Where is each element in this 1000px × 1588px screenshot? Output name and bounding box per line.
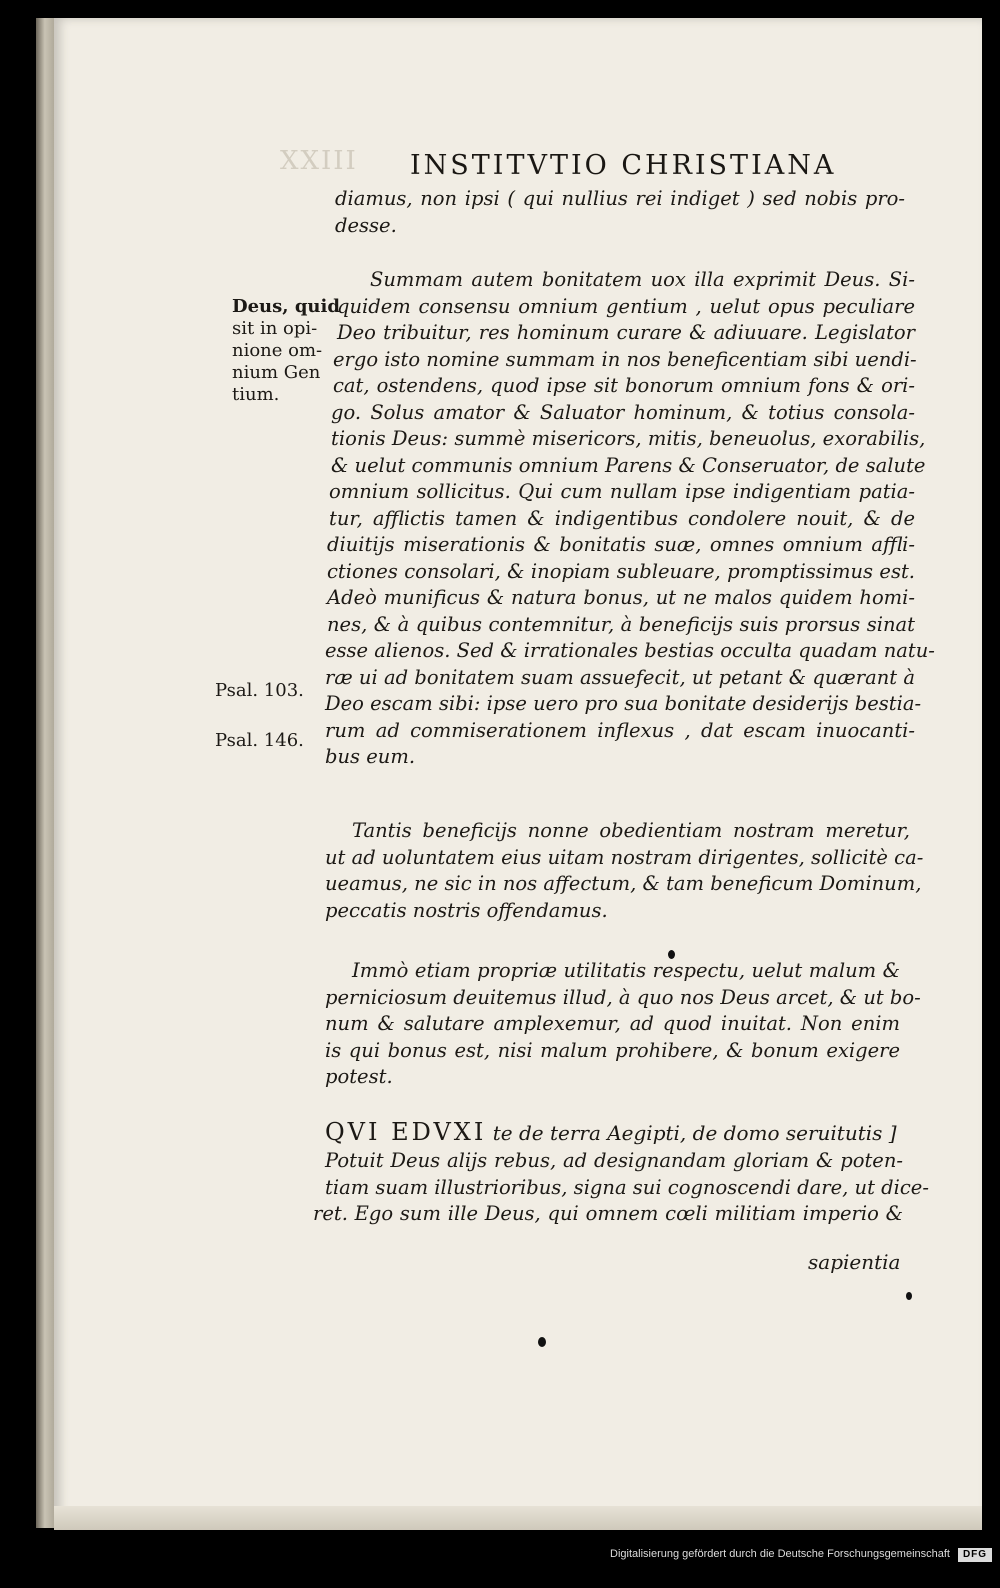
text-line: tiam suam illustrioribus, signa sui cognoscendi dare, ut dice- [325,1175,929,1199]
text-line: Summam autem bonitatem uox illa exprimit Deus. Si- [370,268,915,291]
psalm-reference: Psal. 146. [215,730,304,751]
text-line: tur, afflictis tamen & indigentibus condolere nouit, & de [329,506,915,530]
commandment-heading-text: te de terra Aegipti, de domo seruitutis ] [486,1121,897,1145]
text-line: cat, ostendens, quod ipse sit bonorum omnium fons & ori- [333,374,915,397]
running-header-title: INSTITVTIO CHRISTIANA [410,150,837,181]
text-line: ergo isto nomine summam in nos beneficentiam sibi uendi- [333,347,917,371]
margin-note-line: tium. [232,384,280,405]
text-line: perniciosum deuitemus illud, à quo nos Deus arcet, & ut bo- [325,985,921,1009]
text-line: quidem consensu omnium gentium , uelut opus peculiare [337,294,915,318]
text-line: diuitijs miserationis & bonitatis suæ, omnes omnium affli- [327,533,915,556]
commandment-heading-caps: QVI EDVXI [325,1118,487,1146]
text-line: potest. [325,1065,393,1088]
ink-spot [668,950,675,959]
bleed-through-page-number: XXIII [280,146,358,176]
text-line: desse. [335,213,397,237]
page-bottom-shadow [54,1506,982,1530]
dfg-logo: DFG [958,1548,992,1562]
text-line: rum ad commiserationem inflexus , dat escam inuocanti- [325,718,915,742]
margin-note-line: sit in opi- [232,318,318,339]
psalm-reference: Psal. 103. [215,680,304,701]
commandment-heading [325,1118,905,1146]
text-line: go. Solus amator & Saluator hominum, & totius consola- [331,400,915,424]
text-line: Potuit Deus alijs rebus, ad designandam gloriam & poten- [325,1149,903,1172]
funding-credit: Digitalisierung gefördert durch die Deutsche Forschungsgemeinschaft [610,1548,950,1560]
margin-note-line: Deus, quid [232,296,340,317]
text-line: ueamus, ne sic in nos affectum, & tam beneficum Dominum, [325,872,922,895]
text-line: ctiones consolari, & inopiam subleuare, promptissimus est. [327,559,915,583]
text-line: num & salutare amplexemur, ad quod inuitat. Non enim [325,1012,900,1035]
text-line: ret. Ego sum ille Deus, qui omnem cœli militiam imperio & [313,1202,903,1225]
paragraph-utilitas [325,958,921,1091]
text-line: ut ad uoluntatem eius uitam nostram dirigentes, sollicitè ca- [325,845,924,869]
paragraph-potuit [313,1148,929,1228]
text-line: Immò etiam propriæ utilitatis respectu, uelut malum & [352,959,900,982]
text-line: nes, & à quibus contemnitur, à beneficijs suis prorsus sinat [327,612,915,636]
text-line: bus eum. [325,745,416,768]
text-line: & uelut communis omnium Parens & Conseruator, de salute [331,453,926,477]
paragraph-continuation [335,186,905,239]
text-line: diamus, non ipsi ( qui nullius rei indiget ) sed nobis pro- [335,187,905,210]
paragraph-obedientia [325,818,924,924]
text-line: tionis Deus: summè misericors, mitis, beneuolus, exorabilis, [331,427,926,450]
ink-spot [906,1292,912,1300]
text-line: omnium sollicitus. Qui cum nullam ipse indigentiam patia- [329,480,915,503]
catchword: sapientia [808,1250,901,1274]
paragraph-bonitas [325,267,935,771]
text-line: Deo escam sibi: ipse uero pro sua bonitate desiderijs bestia- [325,692,922,715]
margin-note [232,296,340,406]
text-line: Adeò munificus & natura bonus, ut ne malos quidem homi- [327,586,915,609]
text-line: peccatis nostris offendamus. [325,898,608,922]
text-line: is qui bonus est, nisi malum prohibere, & bonum exigere [325,1038,900,1062]
text-line: ræ ui ad bonitatem suam assuefecit, ut petant & quærant à [325,665,915,689]
text-line: Deo tribuitur, res hominum curare & adiuuare. Legislator [337,321,915,344]
book-page [54,18,982,1530]
margin-note-line: nione om- [232,340,323,361]
margin-note-line: nium Gen [232,362,321,383]
text-line: esse alienos. Sed & irrationales bestias occulta quadam natu- [325,639,935,662]
text-line: Tantis beneficijs nonne obedientiam nostram meretur, [352,819,910,842]
ink-spot [538,1337,546,1347]
